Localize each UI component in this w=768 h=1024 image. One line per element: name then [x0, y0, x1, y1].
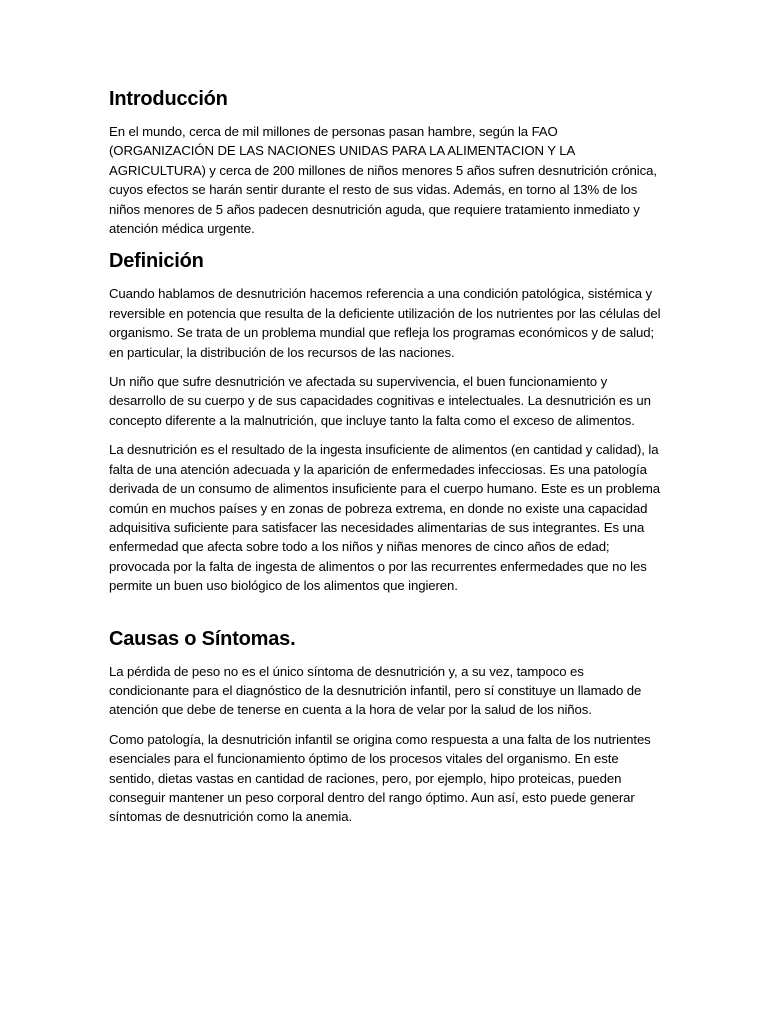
paragraph: La pérdida de peso no es el único síntoma de desnutrición y, a su vez, tampoco es condicionante para el diagnóstico de la desnutrición infantil, pero sí constituye un llamado de atención que debe de tenerse en cuenta a la hora de velar por la salud de los niños.: [109, 663, 642, 718]
document-page: [109, 86, 661, 837]
section-causas-sintomas: [109, 626, 661, 827]
paragraph: Cuando hablamos de desnutrición hacemos referencia a una condición patológica, sistémica y reversible en potencia que resulta de la deficiente utilización de los nutrientes por las células del organismo. Se trata de un problema mundial que refleja los programas económicos y de salud; en particular, la distribución de los recursos de las naciones.: [109, 286, 661, 360]
paragraph: Como patología, la desnutrición infantil se origina como respuesta a una falta de los nutrientes esenciales para el funcionamiento óptimo de los procesos vitales del organismo. En este sentido, dietas vastas en cantidad de raciones, pero, por ejemplo, hipo proteicas, pueden conseguir mantener un peso corporal dentro del rango óptimo. Aun así, esto puede generar síntomas de desnutrición como la anemia.: [109, 731, 651, 825]
section-definicion: [109, 248, 661, 595]
paragraph: La desnutrición es el resultado de la ingesta insuficiente de alimentos (en cantidad y calidad), la falta de una atención adecuada y la aparición de enfermedades infecciosas. Es una patología derivada de un consumo de alimentos insuficiente para el cuerpo humano. Este es un problema común en muchos países y en zonas de pobreza extrema, en donde no existe una capacidad adquisitiva suficiente para satisfacer las necesidades alimentarias de sus integrantes. Es una enfermedad que afecta sobre todo a los niños y niñas menores de cinco años de edad; provocada por la falta de ingesta de alimentos o por las recurrentes enfermedades que no les permite un buen uso biológico de los alimentos que ingieren.: [109, 442, 660, 594]
section-introduccion: [109, 86, 661, 238]
section-heading: Causas o Síntomas.: [109, 627, 296, 650]
paragraph: Un niño que sufre desnutrición ve afectada su supervivencia, el buen funcionamiento y desarrollo de su cuerpo y de sus capacidades cognitivas e intelectuales. La desnutrición es un concepto diferente a la malnutrición, que incluye tanto la falta como el exceso de alimentos.: [109, 374, 651, 428]
section-heading: Definición: [109, 250, 204, 273]
section-heading: Introducción: [109, 88, 228, 110]
paragraph: En el mundo, cerca de mil millones de personas pasan hambre, según la FAO (ORGANIZACIÓN DE LAS NACIONES UNIDAS PARA LA ALIMENTACION Y LA AGRICULTURA) y cerca de 200 millones de niños menores 5 años sufren desnutrición crónica, cuyos efectos se harán sentir durante el resto de sus vidas. Además, en torno al 13% de los niños menores de 5 años padecen desnutrición aguda, que requiere tratamiento inmediato y atención médica urgente.: [109, 124, 657, 237]
